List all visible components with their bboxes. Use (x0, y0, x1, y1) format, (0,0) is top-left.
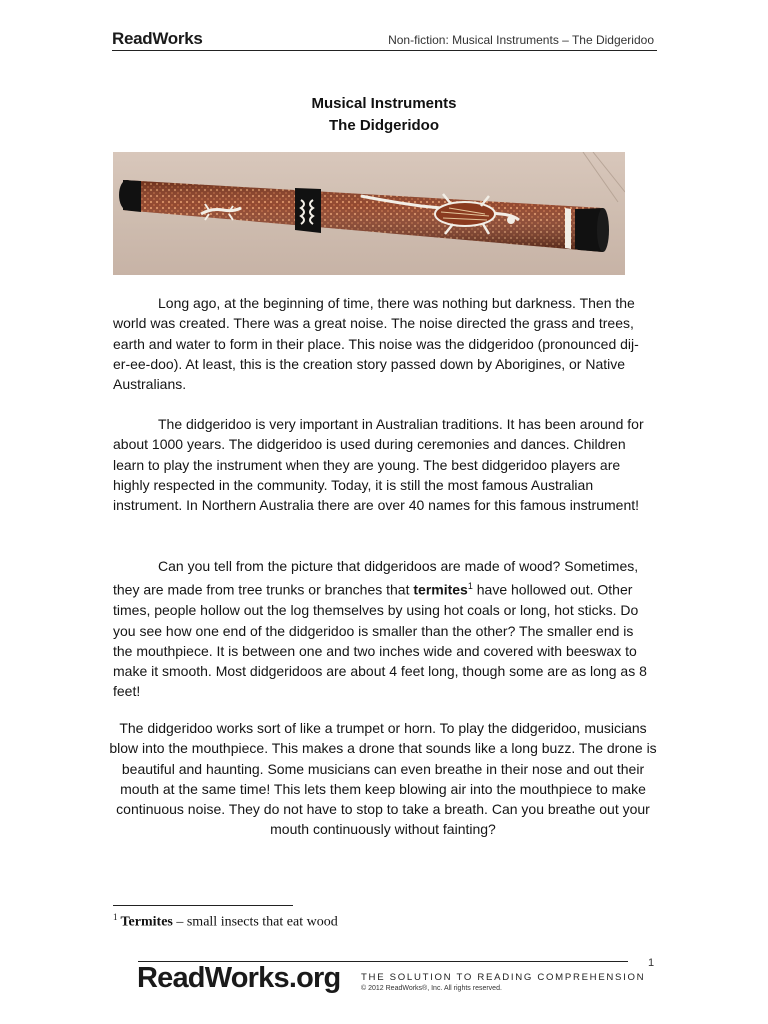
didgeridoo-illustration (113, 152, 625, 275)
footnote-term: Termites (120, 914, 173, 930)
page-number: 1 (648, 957, 655, 969)
readworks-footer-logo: ReadWorks.org (137, 962, 341, 994)
didgeridoo-photo (113, 152, 625, 275)
readworks-header-logo: ReadWorks (112, 29, 203, 48)
footnote-ref: 1 (467, 581, 473, 592)
paragraph-traditions (113, 414, 653, 515)
article-title-line-2: The Didgeridoo (329, 117, 439, 134)
paragraph-3-text-end: have hollowed out. Other times, people hollow out the log themselves by using hot coals or long, hot sticks. Do you see how one end of the didgeridoo is smaller than the other? The smaller end is the mouthpiece. It is between one and two inches wide and covered with beeswax to make it smooth. Most didgeridoos are about 4 feet long, though some are as long as 8 feet! (113, 581, 647, 700)
paragraph-construction (113, 556, 653, 702)
footnote-definition: – small insects that eat wood (172, 914, 338, 930)
paragraph-2-text: The didgeridoo is very important in Australian traditions. It has been around for about 1000 years. The didgeridoo is used during ceremonies and dances. Children learn to play the instrument when they are young. The best didgeridoo players are highly respected in the community. Today, it is still the most famous Australian instrument. In Northern Australia there are over 40 names for this famous instrument! (113, 416, 644, 514)
paragraph-1-text: Long ago, at the beginning of time, there was nothing but darkness. Then the world was created. There was a great noise. The noise directed the grass and trees, earth and water to form in their place. This noise was the didgeridoo (pronounced dij-er-ee-doo). At least, this is the creation story passed down by Aborigines, or Native Australians. (113, 295, 639, 393)
footnote-divider (113, 905, 293, 906)
paragraph-4-text: The didgeridoo works sort of like a trumpet or horn. To play the didgeridoo, musicians blow into the mouthpiece. This makes a drone that sounds like a long buzz. The drone is beautiful and haunting. Some musicians can even breathe in their nose and out their mouth at the same time! This lets them keep blowing air into the mouthpiece to make continuous noise. They do not have to stop to take a breath. Can you breathe out your mouth continuously without fainting? (109, 720, 657, 838)
footnote-number: 1 (113, 912, 118, 922)
footnote (113, 912, 338, 931)
paragraph-3-text-start: Can you tell from the picture that didgeridoos are made of wood? Sometimes, they are made from tree trunks or branches that (113, 558, 639, 598)
term-termites: termites (413, 581, 468, 598)
paragraph-how-it-works (108, 718, 658, 840)
article-title-line-1: Musical Instruments (311, 95, 457, 112)
document-category-title: Non-fiction: Musical Instruments – The Didgeridoo (388, 33, 654, 47)
paragraph-creation-story (113, 293, 653, 394)
header-divider (112, 50, 657, 51)
footer-tagline: THE SOLUTION TO READING COMPREHENSION (361, 972, 646, 983)
footer-copyright: © 2012 ReadWorks®, Inc. All rights reserved. (361, 985, 502, 992)
